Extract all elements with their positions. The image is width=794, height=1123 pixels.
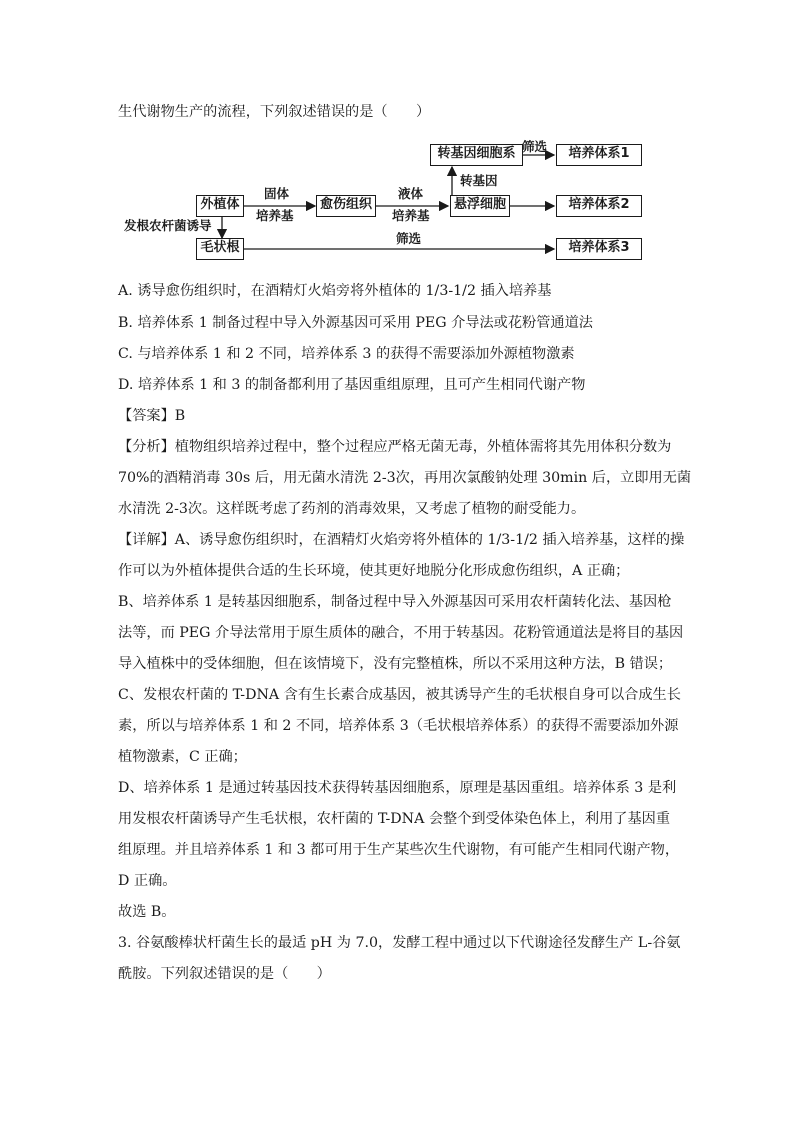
- box-culture3: 培养体系3: [556, 238, 642, 260]
- box-suspension: 悬浮细胞: [450, 195, 510, 217]
- detail-line: 导入植株中的受体细胞，但在该情境下，没有完整植株，所以不采用这种方法，B 错误；: [118, 656, 673, 672]
- detail-line: C、发根农杆菌的 T-DNA 含有生长素合成基因，被其诱导产生的毛状根自身可以合成生长: [118, 687, 681, 703]
- label-solid-medium: 培养基: [256, 208, 294, 223]
- box-culture2: 培养体系2: [556, 195, 642, 217]
- analysis-line: 【分析】植物组织培养过程中，整个过程应严格无菌无毒，外植体需将其先用体积分数为: [118, 439, 672, 455]
- detail-line: D 正确。: [118, 873, 177, 889]
- option-d: D. 培养体系 1 和 3 的制备都利用了基因重组原理，且可产生相同代谢产物: [118, 377, 586, 393]
- analysis-line: 70%的酒精消毒 30s 后，用无菌水清洗 2-3次，再用次氯酸钠处理 30min 后，立即用无菌: [118, 470, 692, 486]
- box-callus: 愈伤组织: [316, 195, 376, 217]
- box-transgenic: 转基因细胞系: [430, 144, 523, 166]
- label-screen-top: 筛选: [522, 139, 548, 154]
- box-hairy-root: 毛状根: [196, 238, 244, 260]
- answer: 【答案】B: [118, 408, 186, 424]
- next-question-line: 酰胺。下列叙述错误的是（ ）: [118, 966, 331, 982]
- label-agro-induction: 发根农杆菌诱导: [124, 218, 212, 233]
- option-a: A. 诱导愈伤组织时，在酒精灯火焰旁将外植体的 1/3-1/2 插入培养基: [118, 283, 552, 299]
- question-intro: 生代谢物生产的流程，下列叙述错误的是（ ）: [118, 104, 431, 120]
- label-liquid-medium: 培养基: [392, 208, 430, 223]
- detail-line: 素，所以与培养体系 1 和 2 不同，培养体系 3（毛状根培养体系）的获得不需要添加外源: [118, 718, 679, 734]
- detail-line: 【详解】A、诱导愈伤组织时，在酒精灯火焰旁将外植体的 1/3-1/2 插入培养基，这样的操: [118, 532, 685, 548]
- next-question-line: 3. 谷氨酸棒状杆菌生长的最适 pH 为 7.0，发酵工程中通过以下代谢途径发酵生产 L-谷氨: [118, 935, 681, 951]
- detail-line: 组原理。并且培养体系 1 和 3 都可用于生产某些次生代谢物，有可能产生相同代谢产物，: [118, 842, 680, 858]
- label-transgene: 转基因: [460, 173, 498, 188]
- detail-line: 作可以为外植体提供合适的生长环境，使其更好地脱分化形成愈伤组织，A 正确；: [118, 563, 630, 579]
- label-screen-bottom: 筛选: [396, 231, 422, 246]
- detail-line: 用发根农杆菌诱导产生毛状根，农杆菌的 T-DNA 会整个到受体染色体上，利用了基因重: [118, 811, 671, 827]
- option-c: C. 与培养体系 1 和 2 不同，培养体系 3 的获得不需要添加外源植物激素: [118, 346, 575, 362]
- analysis-line: 水清洗 2-3次。这样既考虑了药剂的消毒效果，又考虑了植物的耐受能力。: [118, 501, 586, 517]
- flow-diagram: [120, 138, 680, 268]
- detail-line: 植物激素，C 正确；: [118, 749, 247, 765]
- box-explant: 外植体: [196, 195, 244, 217]
- detail-line: B、培养体系 1 是转基因细胞系，制备过程中导入外源基因可采用农杆菌转化法、基因枪: [118, 594, 672, 610]
- conclusion: 故选 B。: [118, 904, 176, 920]
- label-solid: 固体: [264, 186, 290, 201]
- box-culture1: 培养体系1: [556, 144, 642, 166]
- label-liquid: 液体: [398, 186, 424, 201]
- option-b: B. 培养体系 1 制备过程中导入外源基因可采用 PEG 介导法或花粉管通道法: [118, 315, 593, 331]
- detail-line: 法等，而 PEG 介导法常用于原生质体的融合，不用于转基因。花粉管通道法是将目的基因: [118, 625, 684, 641]
- detail-line: D、培养体系 1 是通过转基因技术获得转基因细胞系，原理是基因重组。培养体系 3 是利: [118, 780, 677, 796]
